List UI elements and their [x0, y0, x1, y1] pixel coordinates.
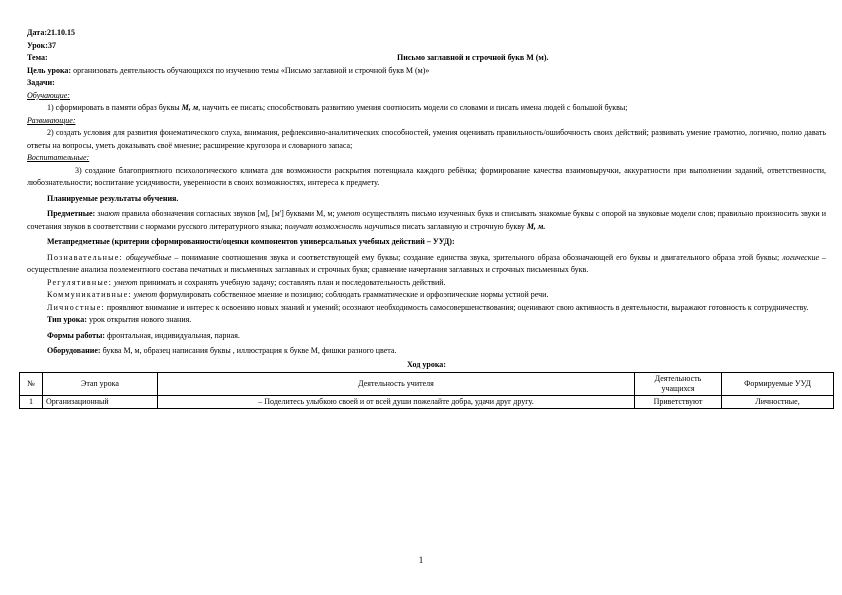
regulative-can: умеют	[114, 277, 138, 287]
goal-line	[27, 65, 826, 78]
cognitive-label: Познавательные:	[47, 252, 123, 262]
subject-results	[27, 208, 826, 233]
equipment-line	[27, 345, 826, 358]
educational-label: Воспитательные:	[27, 153, 90, 162]
lesson-label: Урок:	[27, 40, 48, 50]
row-cell-number: 1	[20, 396, 43, 409]
cognitive-logical: логические	[782, 252, 820, 262]
lesson-type-value: урок открытия нового знания.	[88, 315, 192, 324]
developing-label: Развивающие:	[27, 115, 76, 125]
subject-label: Предметные:	[47, 209, 96, 218]
communicative-label: Коммуникативные:	[47, 290, 132, 299]
lesson-type-line	[27, 314, 826, 327]
topic-value: Письмо заглавной и строчной букв М (м).	[397, 53, 549, 62]
teaching-label: Обучающие:	[27, 90, 70, 100]
row-cell-teacher: – Поделитесь улыбкою своей и от всей души пожелайте добра, удачи друг другу.	[158, 396, 635, 409]
lesson-type-label: Тип урока:	[47, 315, 87, 324]
regulative-results	[27, 277, 826, 290]
subject-knows: знают	[97, 209, 120, 218]
personal-text: проявляют внимание и интерес к освоению новых знаний и умений; осознают необходимость самосовершенствования; оценивают свою активность в деятельности, выражают готовность к сотрудничеству.	[104, 302, 809, 312]
personal-results	[27, 302, 826, 315]
row-cell-students: Приветствуют	[635, 396, 722, 409]
work-forms-label: Формы работы:	[47, 330, 105, 340]
subject-letters: М, м.	[526, 221, 546, 231]
regulative-label: Регулятивные:	[47, 277, 113, 287]
subject-text-3: писать заглавную и строчную букву	[400, 221, 527, 231]
results-title: Планируемые результаты обучения.	[47, 193, 179, 203]
page-number: 1	[418, 555, 424, 565]
header-cell-uud: Формируемые УУД	[722, 373, 834, 396]
communicative-can: умеют	[133, 290, 158, 299]
header-cell-students: Деятельность учащихся	[635, 373, 722, 396]
lesson-plan	[27, 27, 826, 409]
topic-label: Тема:	[27, 53, 48, 62]
table-header-row	[20, 373, 834, 396]
meta-title-rest: универсальных учебных действий – УУД):	[297, 237, 455, 246]
subject-text-1: правила обозначения согласных звуков [м], [м'] буквами М, м;	[119, 209, 337, 218]
personal-label: Личностные:	[47, 302, 105, 312]
topic-line	[27, 52, 826, 65]
teaching-text-after: , научить ее писать; способствовать развитию умения соотносить модели со словами и писать имена людей с большой буквы;	[198, 103, 628, 112]
communicative-text: формулировать собственное мнение и позицию; соблюдать грамматические и орфоэпические нормы устной речи.	[157, 290, 549, 299]
tasks-label: Задачи:	[27, 78, 55, 87]
lesson-flow-table	[19, 372, 834, 409]
lesson-line	[27, 40, 826, 53]
cognitive-text-2: – осуществление анализа поэлементного состава печатных и письменных заглавных и строчных букв; сравнение начертания заглавных и строчных письменных букв.	[27, 252, 827, 274]
header-cell-stage: Этап урока	[43, 373, 158, 396]
equipment-label: Оборудование:	[47, 346, 101, 355]
educational-text: 3) создание благоприятного психологического климата для возможности раскрытия потенциала каждого ребёнка; формирование качества взаимовыручки, аккуратности при выполнении заданий, ответственности, любознательности; воспитание усидчивости, уверенности в своих возможностях, интереса к предмету.	[27, 165, 826, 187]
meta-title	[27, 236, 826, 249]
equipment-value: буква М, м, образец написания буквы , иллюстрация к букве М, фишки разного цвета.	[102, 346, 397, 355]
date-value: 21.10.15	[47, 28, 75, 37]
meta-title-bold: Метапредметные (критерии сформированности/оценки компонентов	[47, 237, 298, 246]
regulative-text: принимать и сохранять учебную задачу; составлять план и последовательность действий.	[137, 277, 446, 287]
teaching-text-before: 1) сформировать в памяти образ буквы	[47, 103, 182, 112]
header-cell-number: №	[20, 373, 43, 396]
teaching-text	[27, 102, 826, 115]
teaching-letters: М, м	[181, 103, 199, 112]
developing-text: 2) создать условия для развития фонематического слуха, внимания, рефлексивно-аналитических способностей, умения оценивать правильность/ошибочность своих действий; развивать умение грамотно, логично, полно давать ответы на вопросы, уметь доказывать своё мнение; расширение кругозора и словарного запаса;	[27, 128, 826, 150]
communicative-results	[27, 289, 826, 302]
subject-get: получат возможность научиться	[284, 221, 401, 231]
date-line	[27, 27, 826, 40]
cognitive-general: общеучебные	[125, 252, 172, 262]
lesson-flow-title: Ход урока:	[407, 359, 446, 369]
lesson-value: 37	[47, 40, 56, 50]
cognitive-text-1: – понимание соотношения звука и соответствующей ему буквы; создание единства звука, зрительного образа обозначающей его буквы и двигательного образа этой буквы;	[171, 252, 783, 262]
row-cell-uud: Личностные,	[722, 396, 834, 409]
work-forms-line	[27, 330, 826, 343]
work-forms-value: фронтальная, индивидуальная, парная.	[106, 330, 240, 340]
goal-text: организовать деятельность обучающихся по изучению темы «Письмо заглавной и строчной букв М (м)»	[73, 65, 430, 75]
subject-text-2: осуществлять письмо изученных букв и списывать знакомые буквы с опорой на звуковые модели слов; правильно произносить звуки и сочетания звуков в соответствии с нормами русского литературного языка;	[27, 209, 827, 231]
subject-can: умеют	[336, 209, 361, 218]
header-cell-teacher: Деятельность учителя	[158, 373, 635, 396]
table-row	[20, 396, 834, 409]
date-label: Дата:	[27, 28, 47, 37]
row-cell-stage: Организационный	[43, 396, 158, 409]
goal-label: Цель урока:	[27, 65, 72, 75]
cognitive-results	[27, 252, 826, 277]
